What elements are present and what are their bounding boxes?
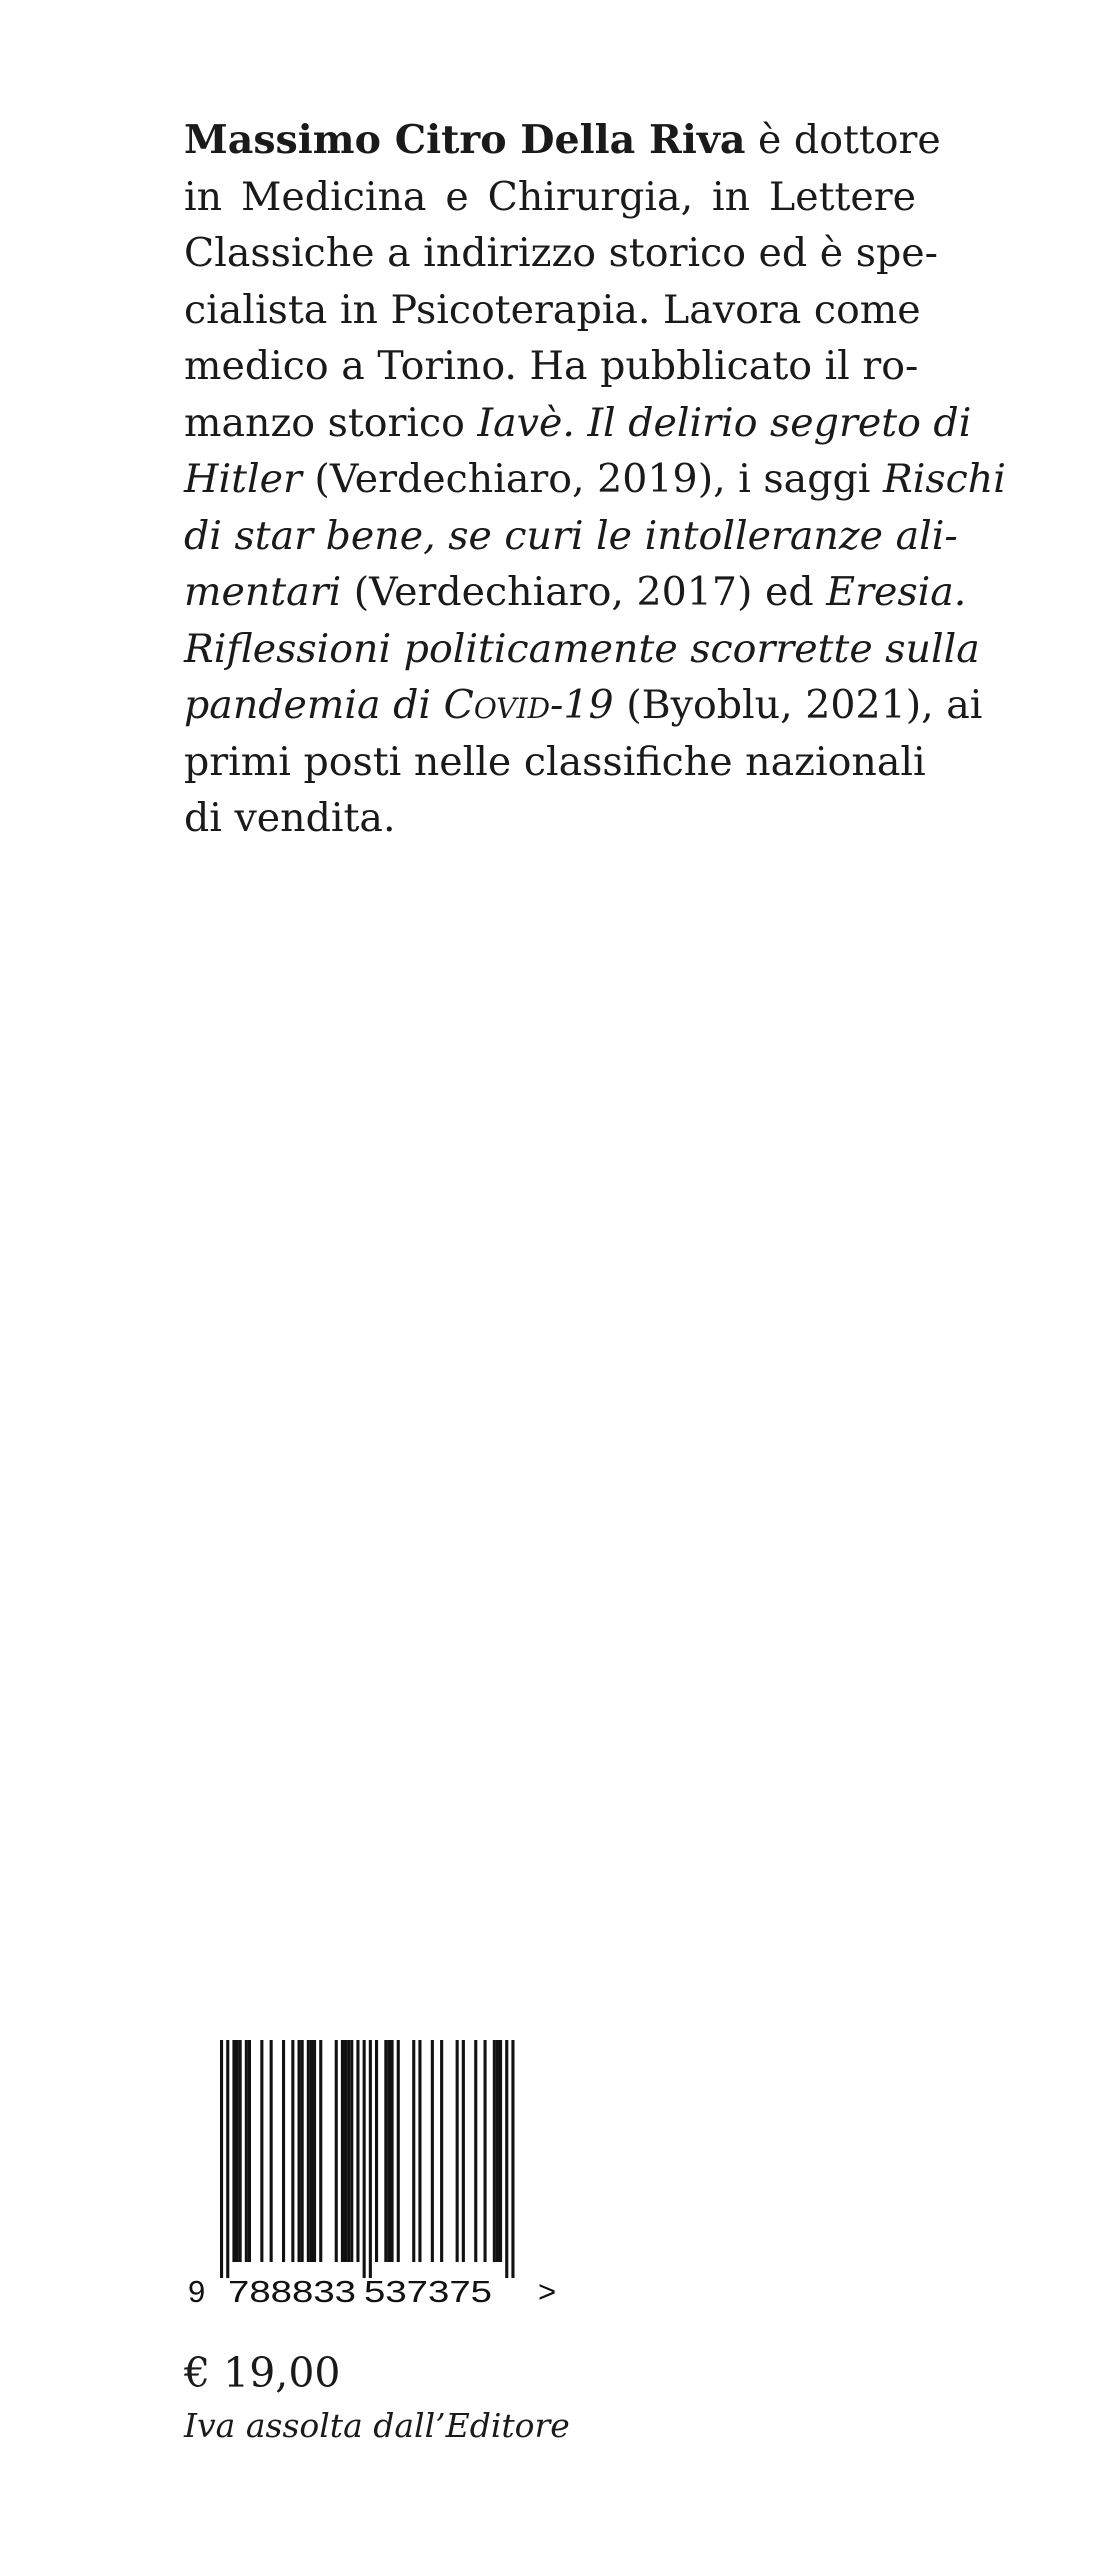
barcode-bar [310,2040,313,2262]
bio-line-1: Massimo Citro Della Riva è dottore [184,117,941,163]
barcode-bars [220,2040,515,2278]
isbn-barcode [186,2040,576,2310]
barcode-bar [260,2040,263,2262]
barcode-bar [499,2040,502,2262]
barcode-bar [319,2040,322,2262]
vat-note: Iva assolta dall’Editore [184,2406,570,2445]
barcode-bar [248,2040,251,2262]
barcode-bar [341,2040,344,2262]
barcode-bar [496,2040,499,2262]
barcode-bar [270,2040,273,2262]
bio-line-10: Riflessioni politicamente scorrette sulla [184,625,980,672]
barcode-bar [493,2040,496,2262]
price: € 19,00 [184,2349,341,2397]
barcode-bar [456,2040,459,2262]
barcode-bar [291,2040,294,2262]
author-bio [184,112,1006,847]
barcode-bar [431,2040,434,2262]
bio-line-5: medico a Torino. Ha pubblicato il ro- [184,343,919,389]
barcode-graphic [186,2040,576,2310]
barcode-bar [335,2040,338,2262]
barcode-bar [474,2040,477,2262]
barcode-bar [391,2040,394,2262]
barcode-bar [350,2040,353,2262]
barcode-bar [347,2040,350,2262]
barcode-bar [387,2040,390,2262]
barcode-bar [232,2040,235,2262]
barcode-first-digit: 9 [188,2274,206,2309]
barcode-bar [412,2040,415,2262]
bio-line-12: primi posti nelle classifiche nazionali [184,738,926,785]
book-title-rischi: Rischi [882,456,1006,502]
bio-line-8: di star bene, se curi le intolleranze ali- [184,512,958,559]
barcode-bar [384,2040,387,2262]
barcode-bar [236,2040,239,2262]
barcode-bar [307,2040,310,2262]
barcode-guard-bar [220,2040,223,2278]
barcode-bar [356,2040,359,2262]
barcode-guard-bar [369,2040,372,2278]
barcode-bar [301,2040,304,2262]
barcode-bar [462,2040,465,2262]
barcode-bar [418,2040,421,2262]
barcode-bar [484,2040,487,2262]
barcode-left-digits: 788833 [228,2274,356,2309]
barcode-right-digits: 537375 [364,2274,492,2309]
barcode-bar [245,2040,248,2262]
barcode-bar [344,2040,347,2262]
barcode-guard-bar [226,2040,229,2278]
author-name: Massimo Citro Della Riva [184,117,746,163]
barcode-guard-bar [363,2040,366,2278]
book-title-eresia: Eresia. [826,569,967,615]
barcode-bar [239,2040,242,2262]
bio-line-7: Hitler (Verdechiaro, 2019), i saggi Rischi [184,456,1006,502]
bio-line-11: pandemia di Covid-19 (Byoblu, 2021), ai [184,682,983,728]
bio-line-3: Classiche a indirizzo storico ed è spe- [184,230,938,276]
barcode-bar [440,2040,443,2262]
barcode-guard-bar [511,2040,514,2278]
barcode-bar [282,2040,285,2262]
book-title-iave: Iavè. Il delirio segreto di [477,399,972,446]
barcode-bar [397,2040,400,2262]
bio-line-4: cialista in Psicoterapia. Lavora come [184,286,921,333]
barcode-guard-bar [505,2040,508,2278]
bio-line-13: di vendita. [184,795,396,841]
barcode-quiet-zone-marker: > [538,2274,557,2309]
barcode-bar [375,2040,378,2262]
bio-line-9: mentari (Verdechiaro, 2017) ed Eresia. [184,569,967,615]
barcode-bar [313,2040,316,2262]
bio-line-6: manzo storico Iavè. Il delirio segreto di [184,399,972,446]
bio-line-2: in Medicina e Chirurgia, in Lettere [184,173,916,220]
barcode-bar [298,2040,301,2262]
